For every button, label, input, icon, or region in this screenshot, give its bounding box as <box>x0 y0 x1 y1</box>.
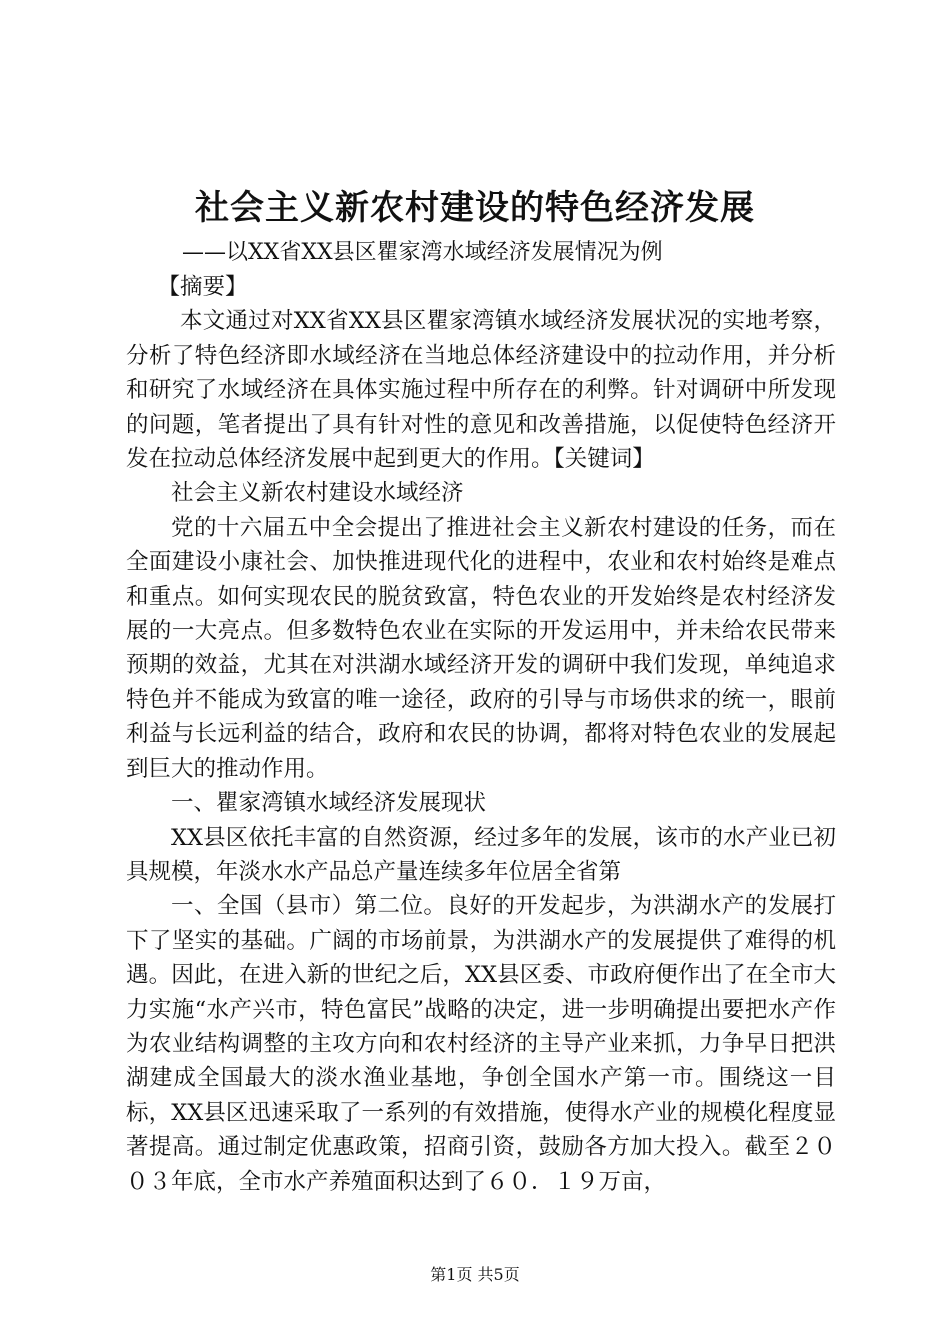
document-title: 社会主义新农村建设的特色经济发展 <box>195 188 755 228</box>
abstract-paragraph: 本文通过对XX省XX县区瞿家湾镇水域经济发展状况的实地考察，分析了特色经济即水域经济在当地总体经济建设中的拉动作用，并分析和研究了水域经济在具体实施过程中所存在的利弊。针对调研中所发现的问题，笔者提出了具有针对性的意见和改善措施，以促使特色经济开发在拉动总体经济发展中起到更大的作用。【关键词】 <box>126 308 836 473</box>
section-heading-1: 一、瞿家湾镇水域经济发展现状 <box>171 790 487 817</box>
page-footer: 第1页 共5页 <box>430 1265 520 1284</box>
body-paragraph-1: 党的十六届五中全会提出了推进社会主义新农村建设的任务，而在全面建设小康社会、加快推进现代化的进程中，农业和农村始终是难点和重点。如何实现农民的脱贫致富，特色农业的开发始终是农村经济发展的一大亮点。但多数特色农业在实际的开发运用中，并未给农民带来预期的效益，尤其在对洪湖水域经济开发的调研中我们发现，单纯追求特色并不能成为致富的唯一途径，政府的引导与市场供求的统一，眼前利益与长远利益的结合，政府和农民的协调，都将对特色农业的发展起到巨大的推动作用。 <box>126 514 836 782</box>
body-paragraph-2: XX县区依托丰富的自然资源，经过多年的发展，该市的水产业已初具规模，年淡水水产品总产量连续多年位居全省第 <box>126 824 836 885</box>
document-body <box>126 270 836 1199</box>
document-subtitle: ——以XX省XX县区瞿家湾水域经济发展情况为例 <box>182 240 663 265</box>
body-paragraph-3: 一、全国（县市）第二位。良好的开发起步，为洪湖水产的发展打下了坚实的基础。广阔的市场前景，为洪湖水产的发展提供了难得的机遇。因此，在进入新的世纪之后，XX县区委、市政府便作出了在全市大力实施“水产兴市，特色富民”战略的决定，进一步明确提出要把水产作为农业结构调整的主攻方向和农村经济的主导产业来抓，力争早日把洪湖建成全国最大的淡水渔业基地，争创全国水产第一市。围绕这一目标，XX县区迅速采取了一系列的有效措施，使得水产业的规模化程度显著提高。通过制定优惠政策，招商引资，鼓励各方加大投入。截至２００３年底，全市水产养殖面积达到了６０．１９万亩， <box>126 893 836 1195</box>
keywords-paragraph: 社会主义新农村建设水域经济 <box>171 480 464 507</box>
abstract-label: 【摘要】 <box>157 274 248 300</box>
